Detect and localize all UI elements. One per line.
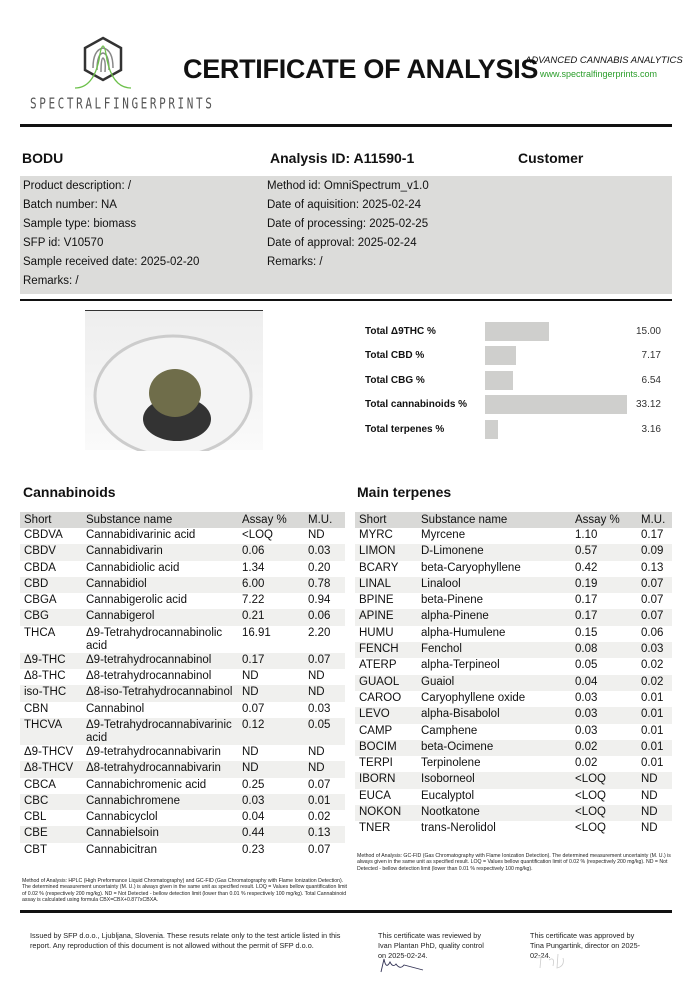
assay-value: ND — [242, 745, 259, 758]
uncertainty-value: 0.01 — [637, 740, 672, 756]
total-bar — [485, 346, 516, 365]
reviewer-signature — [378, 956, 428, 976]
table-row — [355, 740, 672, 756]
assay-value: 0.17 — [575, 594, 598, 607]
substance-name: Myrcene — [421, 529, 466, 541]
assay-value: <LOQ — [571, 805, 637, 821]
table-row — [20, 577, 345, 593]
short-code: FENCH — [355, 642, 417, 658]
substance-name: Cannabicitran — [86, 843, 157, 856]
uncertainty-value: 0.01 — [641, 724, 664, 737]
uncertainty-value: ND — [637, 772, 672, 788]
short-code: iso-THC — [20, 685, 82, 701]
table-row — [20, 745, 345, 761]
assay-value: <LOQ — [242, 529, 274, 541]
short-code: HUMU — [359, 626, 394, 639]
short-code: BOCIM — [355, 740, 417, 756]
substance-name: Isoborneol — [417, 772, 571, 788]
substance-name: Cannabinol — [86, 702, 145, 715]
short-code: THCVA — [20, 718, 82, 745]
substance-name: Cannabichromene — [82, 794, 238, 810]
substance-name: Nootkatone — [417, 805, 571, 821]
table-row — [20, 685, 345, 701]
table-row — [20, 593, 345, 609]
table-row — [355, 626, 672, 642]
assay-value: 0.21 — [238, 609, 304, 625]
short-code: CBN — [24, 702, 49, 715]
table-row — [20, 778, 345, 794]
total-row — [363, 371, 673, 395]
uncertainty-value: ND — [304, 685, 345, 701]
assay-value: ND — [238, 685, 304, 701]
table-row — [20, 561, 345, 577]
table-row — [20, 544, 345, 560]
table-row — [20, 810, 345, 826]
uncertainty-value: 0.94 — [308, 594, 331, 607]
assay-value: 1.34 — [242, 561, 265, 574]
assay-value: 0.03 — [238, 794, 304, 810]
assay-value: 0.12 — [238, 718, 304, 745]
total-label: Total cannabinoids % — [365, 399, 468, 411]
fingerprint-hexagon-icon — [73, 30, 133, 90]
divider — [20, 910, 672, 913]
short-code: CBDVA — [24, 529, 63, 541]
issued-statement: Issued by SFP d.o.o., Ljubljana, Slovenia. These resuts relate only to the test article listed in this report. Any reproduction of this document is not allowed without the permit of SFP d.o.o. — [30, 931, 341, 950]
table-row — [355, 609, 672, 625]
table-row — [355, 675, 672, 691]
uncertainty-value: 0.07 — [637, 609, 672, 625]
assay-value: 0.03 — [575, 724, 598, 737]
short-code: Δ8-THCV — [20, 761, 82, 777]
sample-info-right — [267, 177, 429, 272]
assay-value: 0.17 — [571, 609, 637, 625]
website-link[interactable]: www.spectralfingerprints.com — [540, 69, 658, 79]
short-code: CBT — [24, 843, 47, 856]
assay-value: 0.03 — [575, 691, 598, 704]
uncertainty-value: 0.07 — [308, 843, 331, 856]
total-label: Total terpenes % — [365, 423, 445, 435]
uncertainty-value: 0.07 — [308, 778, 331, 791]
uncertainty-value: 0.01 — [637, 707, 672, 723]
assay-value: 0.25 — [242, 778, 265, 791]
assay-value: <LOQ — [571, 772, 637, 788]
uncertainty-value: 0.20 — [308, 561, 331, 574]
assay-value: <LOQ — [575, 789, 607, 802]
substance-name: Δ8-tetrahydrocannabinol — [86, 670, 212, 683]
substance-name: alpha-Humulene — [421, 626, 506, 639]
substance-name: Camphene — [421, 724, 478, 737]
substance-name: Δ8-iso-Tetrahydrocannabinol — [82, 685, 238, 701]
assay-value: ND — [238, 761, 304, 777]
assay-value: 0.23 — [242, 843, 265, 856]
short-code: ATERP — [359, 659, 397, 672]
uncertainty-value: 0.78 — [304, 577, 345, 593]
table-row — [355, 577, 672, 593]
table-row — [20, 609, 345, 625]
assay-value: <LOQ — [575, 822, 607, 835]
table-row — [355, 707, 672, 723]
short-code: BPINE — [359, 594, 394, 607]
info-line: Date of approval: 2025-02-24 — [267, 237, 417, 249]
short-code: CBG — [20, 609, 82, 625]
document-title: CERTIFICATE OF ANALYSIS — [183, 54, 539, 84]
divider — [20, 124, 672, 127]
short-code: CBDV — [20, 544, 82, 560]
total-value: 15.00 — [635, 326, 661, 337]
table-row — [20, 702, 345, 718]
uncertainty-value: ND — [641, 789, 658, 802]
short-code: LIMON — [355, 544, 417, 560]
uncertainty-value: ND — [637, 805, 672, 821]
total-value: 33.12 — [635, 399, 661, 411]
substance-name: alpha-Terpineol — [421, 659, 500, 672]
substance-name: Cannabichromenic acid — [86, 778, 207, 791]
short-code: CAROO — [359, 691, 402, 704]
total-bar — [485, 395, 627, 414]
info-line: Remarks: / — [267, 256, 323, 268]
table-row — [355, 658, 672, 674]
approver-signature — [533, 950, 573, 972]
substance-name: Linalool — [417, 577, 571, 593]
short-code: EUCA — [359, 789, 391, 802]
total-value: 7.17 — [641, 350, 661, 362]
column-header: Short — [355, 512, 417, 528]
short-code: Δ9-THC — [20, 653, 82, 669]
uncertainty-value: ND — [308, 670, 325, 683]
assay-value: ND — [242, 670, 259, 683]
table-row — [355, 642, 672, 658]
assay-value: 7.22 — [242, 594, 265, 607]
total-row — [363, 346, 673, 370]
uncertainty-value: 0.02 — [641, 659, 664, 672]
substance-name: Eucalyptol — [421, 789, 475, 802]
total-row — [363, 420, 673, 444]
table-row — [20, 761, 345, 777]
short-code: Δ9-THCV — [24, 745, 74, 758]
assay-value: 0.17 — [238, 653, 304, 669]
column-header: Substance name — [82, 512, 238, 528]
substance-name: alpha-Pinene — [417, 609, 571, 625]
product-name: BODU — [22, 150, 64, 166]
short-code: CBDA — [24, 561, 56, 574]
assay-value: 6.00 — [238, 577, 304, 593]
table-row — [355, 561, 672, 577]
short-code: BCARY — [359, 561, 399, 574]
short-code: TERPI — [359, 757, 393, 770]
short-code: CBCA — [24, 778, 56, 791]
table-row — [20, 653, 345, 669]
uncertainty-value: ND — [304, 761, 345, 777]
sample-photo — [85, 310, 263, 450]
substance-name: beta-Ocimene — [417, 740, 571, 756]
table-row — [355, 756, 672, 772]
table-row — [355, 789, 672, 805]
table-row — [20, 843, 345, 859]
short-code: APINE — [355, 609, 417, 625]
short-code: NOKON — [355, 805, 417, 821]
assay-value: 0.57 — [571, 544, 637, 560]
info-line: Method id: OmniSpectrum_v1.0 — [267, 180, 429, 192]
short-code: LINAL — [355, 577, 417, 593]
uncertainty-value: ND — [308, 745, 325, 758]
substance-name: Δ9-Tetrahydrocannabivarinic acid — [82, 718, 238, 745]
table-row — [355, 528, 672, 544]
substance-name: Cannabidiolic acid — [86, 561, 180, 574]
info-line: SFP id: V10570 — [23, 237, 104, 249]
info-line: Date of processing: 2025-02-25 — [267, 218, 429, 230]
substance-name: Δ9-tetrahydrocannabinol — [82, 653, 238, 669]
uncertainty-value: 0.07 — [304, 653, 345, 669]
column-header: M.U. — [304, 512, 345, 528]
customer-label: Customer — [518, 150, 584, 166]
uncertainty-value: 0.01 — [641, 757, 664, 770]
total-label: Total CBD % — [365, 350, 425, 362]
uncertainty-value: 0.01 — [641, 691, 664, 704]
short-code: TNER — [359, 822, 391, 835]
short-code: LEVO — [355, 707, 417, 723]
analysis-id: Analysis ID: A11590-1 — [270, 150, 415, 166]
uncertainty-value: 0.06 — [641, 626, 664, 639]
substance-name: Δ9-tetrahydrocannabivarin — [86, 745, 221, 758]
substance-name: Cannabielsoin — [82, 826, 238, 842]
uncertainty-value: 0.17 — [641, 529, 664, 541]
short-code: Δ8-THC — [24, 670, 66, 683]
reviewed-statement: This certificate was reviewed by Ivan Plantan PhD, quality control on 2025-02-24. — [378, 931, 484, 960]
table-row — [20, 826, 345, 842]
total-bar — [485, 371, 513, 390]
substance-name: Δ8-tetrahydrocannabivarin — [82, 761, 238, 777]
table-row — [355, 724, 672, 740]
table-row — [355, 821, 672, 837]
divider — [20, 299, 672, 301]
substance-name: Cannabigerol — [82, 609, 238, 625]
uncertainty-value: 0.01 — [304, 794, 345, 810]
cannabinoids-method-note: Method of Analysis: HPLC (High Preformance Liquid Chromatography) and GC-FID (Gas Chromatography with Flame Ionization Detection). The determined measurement uncertainty (M. U.) is always given in the same unit as specified result. LOQ = Values bellow quantification limit of 0.02 % (respectively 200 mg/kg). ND = Not Detected - bellow detection limit (lower than 0.01 % respectively 100 mg/kg). Total Cannabinoid assay is calculated using formula CBX=CBX+0.877xCBXA. — [22, 878, 347, 903]
short-code: IBORN — [355, 772, 417, 788]
total-value: 3.16 — [641, 423, 661, 435]
assay-value: 0.06 — [238, 544, 304, 560]
assay-value: 0.02 — [575, 757, 598, 770]
substance-name: trans-Nerolidol — [421, 822, 496, 835]
table-row — [20, 794, 345, 810]
totals-summary — [363, 322, 673, 444]
info-line: Sample type: biomass — [23, 218, 137, 230]
substance-name: Δ9-Tetrahydrocannabinolic acid — [86, 626, 223, 652]
substance-name: Cannabidivarinic acid — [86, 529, 196, 541]
total-value: 6.54 — [641, 374, 661, 386]
info-line: Date of aquisition: 2025-02-24 — [267, 199, 422, 211]
uncertainty-value: 0.07 — [641, 594, 664, 607]
column-header: Assay % — [238, 512, 304, 528]
assay-value: 0.42 — [575, 561, 598, 574]
info-line: Remarks: / — [23, 275, 79, 287]
uncertainty-value: 0.05 — [304, 718, 345, 745]
uncertainty-value: 0.03 — [308, 702, 331, 715]
uncertainty-value: 0.02 — [637, 675, 672, 691]
uncertainty-value: 0.13 — [641, 561, 664, 574]
table-row — [355, 593, 672, 609]
assay-value: 0.05 — [575, 659, 598, 672]
total-bar — [485, 322, 549, 341]
uncertainty-value: 0.03 — [637, 642, 672, 658]
assay-value: 0.44 — [238, 826, 304, 842]
info-line: Sample received date: 2025-02-20 — [23, 256, 200, 268]
substance-name: beta-Caryophyllene — [421, 561, 521, 574]
assay-value: 0.04 — [242, 811, 265, 824]
table-row — [20, 718, 345, 745]
uncertainty-value: ND — [641, 822, 658, 835]
table-row — [355, 691, 672, 707]
short-code: THCA — [24, 626, 56, 639]
assay-value: 0.07 — [242, 702, 265, 715]
assay-value: 1.10 — [575, 529, 598, 541]
short-code: CBC — [20, 794, 82, 810]
column-header: Substance name — [417, 512, 571, 528]
total-row — [363, 395, 673, 419]
assay-value: 0.19 — [571, 577, 637, 593]
substance-name: Cannabidivarin — [82, 544, 238, 560]
uncertainty-value: 0.06 — [304, 609, 345, 625]
uncertainty-value: 2.20 — [308, 626, 331, 639]
short-code: CAMP — [359, 724, 393, 737]
terpenes-table — [355, 512, 672, 838]
table-row — [355, 805, 672, 821]
substance-name: D-Limonene — [417, 544, 571, 560]
uncertainty-value: 0.13 — [304, 826, 345, 842]
cannabinoids-table — [20, 512, 345, 859]
substance-name: Caryophyllene oxide — [421, 691, 526, 704]
total-label: Total CBG % — [365, 374, 425, 386]
substance-name: Cannabidiol — [82, 577, 238, 593]
approved-statement: This certificate was approved by Tina Pungartink, director on 2025-02-24. — [530, 931, 641, 960]
short-code: CBE — [20, 826, 82, 842]
substance-name: Fenchol — [417, 642, 571, 658]
terpenes-method-note: Method of Analysis: GC-FID (Gas Chromatography with Flame Ionization Detection). The determined measurement uncertainty (M. U.) is always given in the same unit as specified result. LOQ = Values bellow quantification limit of 0.02 % (respectively 200 mg/kg). ND = Not Detected - bellow detection limit (lower than 0.01 % respectively 100 mg/kg). — [357, 853, 671, 872]
cannabinoids-heading: Cannabinoids — [23, 484, 116, 500]
substance-name: Cannabigerolic acid — [86, 594, 188, 607]
substance-name: beta-Pinene — [421, 594, 484, 607]
short-code: GUAOL — [355, 675, 417, 691]
assay-value: 16.91 — [242, 626, 271, 639]
total-row — [363, 322, 673, 346]
tagline: ADVANCED CANNABIS ANALYTICS — [525, 55, 683, 66]
table-header — [355, 512, 672, 528]
assay-value: 0.15 — [575, 626, 598, 639]
table-row — [355, 544, 672, 560]
info-line: Batch number: NA — [23, 199, 117, 211]
short-code: CBL — [24, 811, 47, 824]
uncertainty-value: 0.07 — [637, 577, 672, 593]
substance-name: alpha-Bisabolol — [417, 707, 571, 723]
short-code: CBGA — [24, 594, 57, 607]
assay-value: 0.03 — [571, 707, 637, 723]
short-code: MYRC — [359, 529, 393, 541]
table-row — [20, 528, 345, 544]
column-header: M.U. — [637, 512, 672, 528]
short-code: CBD — [20, 577, 82, 593]
table-row — [355, 772, 672, 788]
uncertainty-value: 0.09 — [637, 544, 672, 560]
table-row — [20, 626, 345, 653]
substance-name: Guaiol — [417, 675, 571, 691]
total-label: Total Δ9THC % — [365, 326, 436, 337]
table-header — [20, 512, 345, 528]
company-logo — [30, 30, 215, 113]
column-header: Assay % — [571, 512, 637, 528]
column-header: Short — [20, 512, 82, 528]
logo-wordmark: SPECTRALFINGERPRINTS — [30, 94, 215, 113]
info-line: Product description: / — [23, 180, 132, 192]
uncertainty-value: 0.03 — [304, 544, 345, 560]
assay-value: 0.04 — [571, 675, 637, 691]
terpenes-heading: Main terpenes — [357, 484, 452, 500]
substance-name: Cannabicyclol — [86, 811, 158, 824]
assay-value: 0.02 — [571, 740, 637, 756]
total-bar — [485, 420, 498, 439]
assay-value: 0.08 — [571, 642, 637, 658]
uncertainty-value: ND — [308, 529, 325, 541]
table-row — [20, 669, 345, 685]
uncertainty-value: 0.02 — [308, 811, 331, 824]
substance-name: Terpinolene — [421, 757, 481, 770]
sample-info-left — [23, 177, 199, 291]
